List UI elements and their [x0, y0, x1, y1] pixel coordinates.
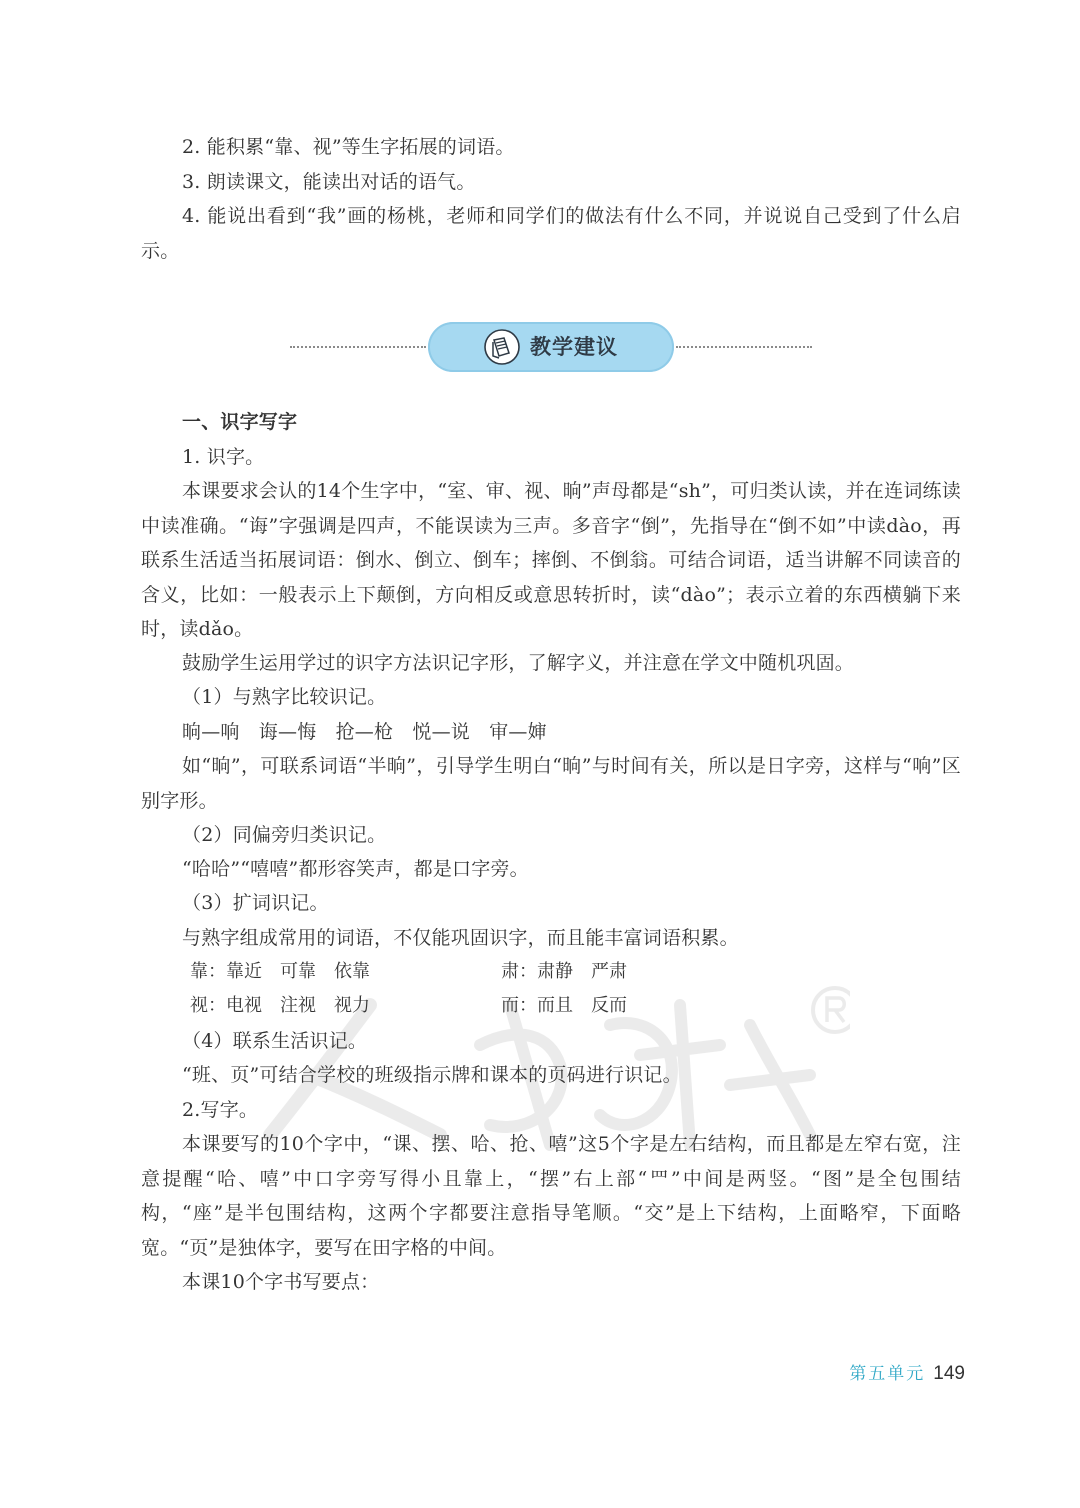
- dotted-rule-right: [676, 346, 812, 348]
- dotted-rule-left: [290, 346, 426, 348]
- publisher-watermark: [250, 985, 850, 1155]
- paragraph-literacy: 本课要求会认的14个生字中，“室、审、视、晌”声母都是“sh”，可归类认读，并在连词练读中读准确。“诲”字强调是四声，不能误读为三声。多音字“倒”，先指导在“倒不如”中读dào，再联系生活适当拓展词语：倒水、倒立、倒车；摔倒、不倒翁。可结合词语，适当讲解不同读音的含义，比如：一般表示上下颠倒，方向相反或意思转折时，读“dào”；表示立着的东西横躺下来时，读dǎo。: [141, 480, 961, 640]
- page-number: 149: [933, 1363, 965, 1384]
- objective-item-4: 4. 能说出看到“我”画的杨桃，老师和同学们的做法有什么不同，并说说自己受到了什么启示。: [141, 205, 961, 262]
- method-1-pairs: 晌—响 诲—悔 抢—枪 悦—说 审—婶: [182, 721, 547, 743]
- page-footer: [849, 1358, 965, 1390]
- paragraph-methods: 鼓励学生运用学过的识字方法识记字形，了解字义，并注意在学文中随机巩固。: [182, 652, 855, 674]
- word-group-er: 而：而且 反而: [501, 995, 627, 1016]
- banner-title: 教学建议: [530, 335, 618, 359]
- banner-pill: [428, 322, 674, 372]
- subheading-writing: 2.写字。: [182, 1099, 259, 1121]
- subheading-literacy: 1. 识字。: [182, 446, 265, 468]
- word-group-kao: 靠：靠近 可靠 依靠: [190, 961, 370, 982]
- section-heading: 一、识字写字: [182, 411, 298, 433]
- method-1-note: 如“晌”，可联系词语“半晌”，引导学生明白“晌”与时间有关，所以是日字旁，这样与“响”区别字形。: [141, 755, 961, 812]
- section-banner: [290, 322, 812, 372]
- word-group-su: 肃：肃静 严肃: [501, 961, 627, 982]
- word-group-shi: 视：电视 注视 视力: [190, 995, 370, 1016]
- method-1-heading: （1）与熟字比较识记。: [182, 686, 387, 708]
- method-2-note: “哈哈”“嘻嘻”都形容笑声，都是口字旁。: [182, 858, 529, 880]
- book-pages-icon: [484, 329, 520, 365]
- method-4-heading: （4）联系生活识记。: [182, 1030, 368, 1052]
- method-2-heading: （2）同偏旁归类识记。: [182, 824, 387, 846]
- paragraph-writing: 本课要写的10个字中，“课、摆、哈、抢、嘻”这5个字是左右结构，而且都是左窄右宽，注意提醒“哈、嘻”中口字旁写得小且靠上，“摆”右上部“罒”中间是两竖。“图”是全包围结构，“座”是半包围结构，这两个字都要注意指导笔顺。“交”是上下结构，上面略窄，下面略宽。“页”是独体字，要写在田字格的中间。: [141, 1133, 961, 1259]
- paragraph-writing-points: 本课10个字书写要点：: [182, 1271, 380, 1293]
- objective-item-3: 3. 朗读课文，能读出对话的语气。: [182, 171, 476, 193]
- objective-item-2: 2. 能积累“靠、视”等生字拓展的词语。: [182, 136, 515, 158]
- unit-label: 第五单元: [849, 1364, 926, 1384]
- method-3-heading: （3）扩词识记。: [182, 892, 329, 914]
- method-4-note: “班、页”可结合学校的班级指示牌和课本的页码进行识记。: [182, 1064, 682, 1086]
- method-3-note: 与熟字组成常用的词语，不仅能巩固识字，而且能丰富词语积累。: [182, 927, 739, 949]
